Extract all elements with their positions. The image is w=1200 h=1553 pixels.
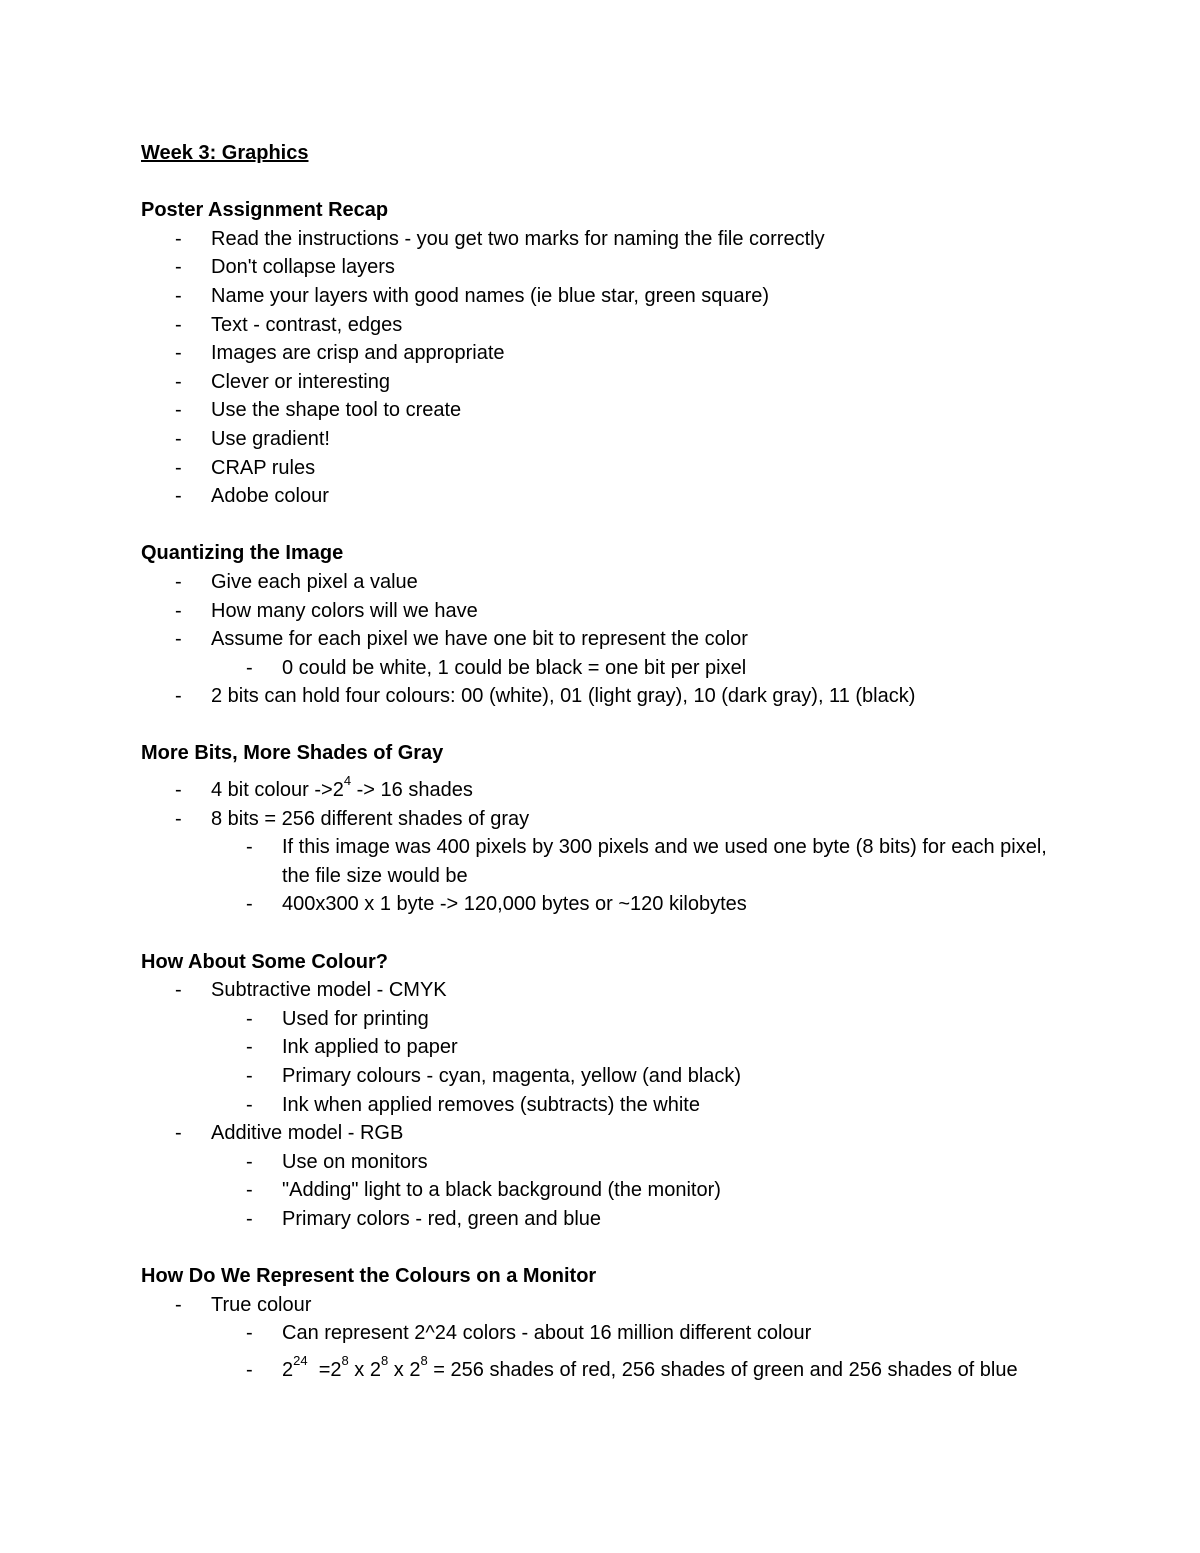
bullet: - xyxy=(175,685,182,708)
spacer xyxy=(141,919,1071,948)
list-item: - Ink when applied removes (subtracts) the white xyxy=(141,1091,1071,1120)
list-item: - Give each pixel a value xyxy=(141,568,1071,597)
list-item: - Use on monitors xyxy=(141,1148,1071,1177)
document-page xyxy=(141,139,1071,1385)
list-item: - Assume for each pixel we have one bit to represent the color xyxy=(141,625,1071,654)
bullet: - xyxy=(175,599,182,622)
list-item: - Text - contrast, edges xyxy=(141,311,1071,340)
bullet: - xyxy=(246,1207,253,1230)
list-item: - 2 bits can hold four colours: 00 (white), 01 (light gray), 10 (dark gray), 11 (black) xyxy=(141,682,1071,711)
list-item: - Name your layers with good names (ie blue star, green square) xyxy=(141,282,1071,311)
section-heading-poster: Poster Assignment Recap xyxy=(141,199,389,222)
bullet: - xyxy=(246,1150,253,1173)
section-heading-colour: How About Some Colour? xyxy=(141,950,389,973)
bullet: - xyxy=(175,779,182,802)
bullet: - xyxy=(246,1093,253,1116)
section-heading-monitor: How Do We Represent the Colours on a Monitor xyxy=(141,1265,597,1288)
list-item: - Use the shape tool to create xyxy=(141,396,1071,425)
bullet: - xyxy=(246,1358,253,1381)
bullet: - xyxy=(246,1065,253,1087)
list-item: - Use gradient! xyxy=(141,425,1071,454)
spacer xyxy=(141,168,1071,197)
section-heading-gray: More Bits, More Shades of Gray xyxy=(141,742,444,765)
quantizing-list xyxy=(141,568,1071,711)
list-item: - Images are crisp and appropriate xyxy=(141,339,1071,368)
bullet: - xyxy=(246,893,253,916)
bullet: - xyxy=(175,1293,182,1316)
bullet: - xyxy=(175,570,182,593)
bullet: - xyxy=(175,342,182,365)
bullet: - xyxy=(175,427,182,450)
bullet: - xyxy=(175,628,182,651)
bullet: - xyxy=(246,836,253,859)
list-item: - CRAP rules xyxy=(141,454,1071,483)
spacer xyxy=(141,511,1071,540)
list-item: - Can represent 2^24 colors - about 16 million different colour xyxy=(141,1319,1071,1348)
monitor-list xyxy=(141,1291,1071,1385)
bullet: - xyxy=(246,1007,253,1030)
bullet: - xyxy=(175,485,182,508)
list-item: - Adobe colour xyxy=(141,482,1071,511)
bullet: - xyxy=(175,313,182,336)
list-item: - Subtractive model - CMYK xyxy=(141,976,1071,1005)
list-item: - Clever or interesting xyxy=(141,368,1071,397)
bullet: - xyxy=(246,1036,253,1059)
gray-list xyxy=(141,768,1071,919)
bullet: - xyxy=(175,1122,182,1145)
bullet: - xyxy=(246,1322,253,1345)
spacer xyxy=(141,711,1071,740)
list-item: - Primary colours - cyan, magenta, yellow (and black) xyxy=(141,1062,1071,1091)
list-item: - 400x300 x 1 byte -> 120,000 bytes or ~120 kilobytes xyxy=(141,890,1071,919)
bullet: - xyxy=(175,227,182,250)
list-item: - 0 could be white, 1 could be black = one bit per pixel xyxy=(141,654,1071,683)
bullet: - xyxy=(175,399,182,422)
list-item: - Used for printing xyxy=(141,1005,1071,1034)
list-item: - Primary colors - red, green and blue xyxy=(141,1205,1071,1234)
list-item: - "Adding" light to a black background (the monitor) xyxy=(141,1176,1071,1205)
page-title: Week 3: Graphics xyxy=(141,142,309,164)
list-item: - Ink applied to paper xyxy=(141,1033,1071,1062)
list-item: - True colour xyxy=(141,1291,1071,1320)
list-item: - 8 bits = 256 different shades of gray xyxy=(141,805,1071,834)
spacer xyxy=(141,1234,1071,1263)
bullet: - xyxy=(246,1179,253,1202)
list-item: - Read the instructions - you get two marks for naming the file correctly xyxy=(141,225,1071,254)
poster-list xyxy=(141,225,1071,511)
colour-list xyxy=(141,976,1071,1233)
list-item: - Additive model - RGB xyxy=(141,1119,1071,1148)
formula-item: - $2^{24} =2^8$ x $2^8$ x $2^8 = 256$ shades of red, 256 shades of green and 256 shades of blue xyxy=(141,1348,1071,1385)
section-heading-quantizing: Quantizing the Image xyxy=(141,542,344,565)
bullet: - xyxy=(175,256,182,279)
list-item: - 4 bit colour $->2^4 -> 16$ shades xyxy=(141,768,1071,805)
list-item: - If this image was 400 pixels by 300 pixels and we used one byte (8 bits) for each pixel, the file size would be xyxy=(141,833,1071,890)
bullet: - xyxy=(175,284,182,307)
list-item: - How many colors will we have xyxy=(141,597,1071,626)
bullet: - xyxy=(175,370,182,393)
list-item: - Don't collapse layers xyxy=(141,253,1071,282)
bullet: - xyxy=(175,456,182,479)
bullet: - xyxy=(246,656,253,679)
bullet: - xyxy=(175,807,182,830)
bullet: - xyxy=(175,979,182,1002)
